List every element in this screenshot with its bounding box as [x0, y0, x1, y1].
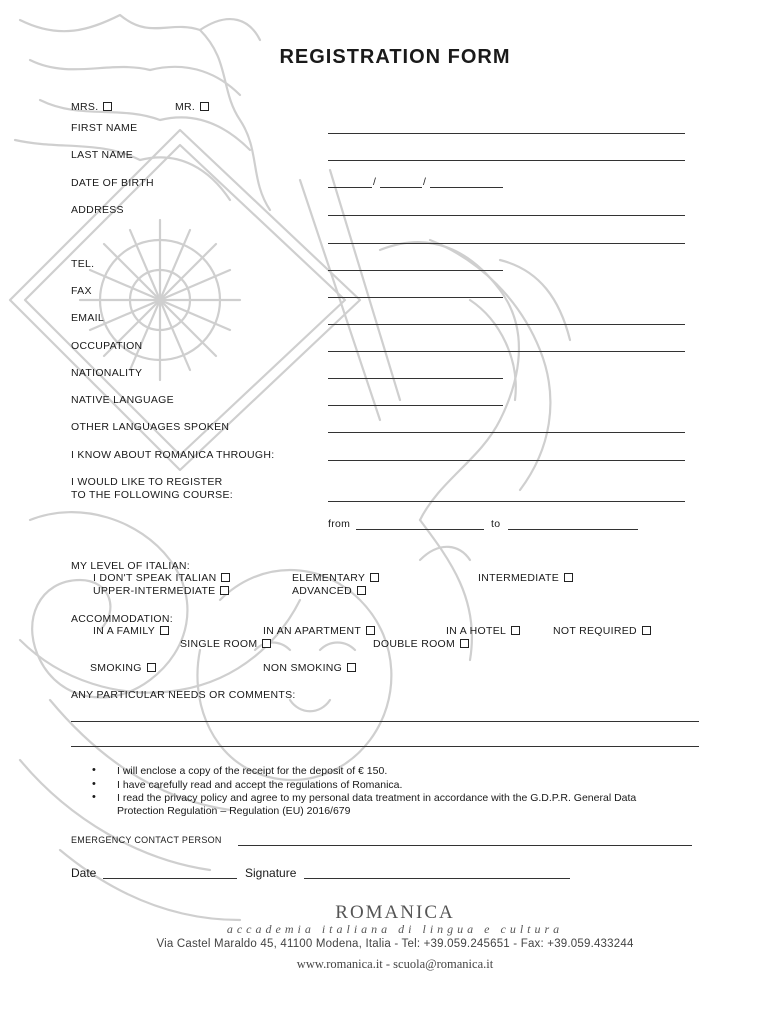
level-checkbox[interactable] — [370, 573, 379, 582]
signature-label: Signature — [245, 866, 297, 880]
room-option-label: DOUBLE ROOM — [373, 638, 456, 650]
level-option-advanced[interactable] — [292, 585, 366, 597]
smoking-option[interactable] — [90, 662, 156, 674]
to-label: to — [491, 518, 501, 530]
dob-label: DATE OF BIRTH — [71, 177, 154, 189]
level-option-upper-intermediate[interactable] — [93, 585, 229, 597]
level-option-label: INTERMEDIATE — [478, 572, 559, 584]
bullet-glyph: • — [92, 791, 96, 803]
comments-field-2[interactable] — [71, 746, 699, 747]
level-checkbox[interactable] — [221, 573, 230, 582]
first-name-label: FIRST NAME — [71, 122, 138, 134]
bullet-glyph: • — [92, 778, 96, 790]
mr-option[interactable] — [175, 101, 209, 113]
accommodation-checkbox[interactable] — [642, 626, 651, 635]
last-name-field[interactable] — [328, 160, 685, 161]
dob-separator: / — [423, 176, 427, 188]
course-field[interactable] — [328, 501, 685, 502]
page-title: REGISTRATION FORM — [279, 46, 511, 68]
other-languages-field[interactable] — [328, 432, 685, 433]
accommodation-option-label: IN A FAMILY — [93, 625, 156, 637]
from-date-field[interactable] — [356, 529, 484, 530]
fax-label: FAX — [71, 285, 92, 297]
accommodation-checkbox[interactable] — [160, 626, 169, 635]
level-checkbox[interactable] — [564, 573, 573, 582]
to-date-field[interactable] — [508, 529, 638, 530]
first-name-field[interactable] — [328, 133, 685, 134]
accommodation-option-label: NOT REQUIRED — [553, 625, 637, 637]
accommodation-option-label: IN A HOTEL — [446, 625, 507, 637]
smoking-checkbox[interactable] — [347, 663, 356, 672]
other-languages-label: OTHER LANGUAGES SPOKEN — [71, 421, 230, 433]
address-label: ADDRESS — [71, 204, 124, 216]
smoking-option-label: SMOKING — [90, 662, 142, 674]
from-label: from — [328, 518, 351, 530]
level-option-none[interactable] — [93, 572, 230, 584]
date-field[interactable] — [103, 878, 237, 879]
dob-day-field[interactable] — [328, 187, 372, 188]
fax-field[interactable] — [328, 297, 503, 298]
level-option-label: I DON'T SPEAK ITALIAN — [93, 572, 217, 584]
footer-tagline: accademia italiana di lingua e cultura — [226, 922, 564, 936]
smoking-option-label: NON SMOKING — [263, 662, 343, 674]
last-name-label: LAST NAME — [71, 149, 134, 161]
dob-month-field[interactable] — [380, 187, 422, 188]
mrs-option[interactable] — [71, 101, 112, 113]
comments-heading: ANY PARTICULAR NEEDS OR COMMENTS: — [71, 689, 296, 701]
emergency-contact-label: EMERGENCY CONTACT PERSON — [71, 835, 222, 845]
know-about-label: I KNOW ABOUT ROMANICA THROUGH: — [71, 449, 275, 461]
native-language-label: NATIVE LANGUAGE — [71, 394, 174, 406]
occupation-field[interactable] — [328, 351, 685, 352]
accommodation-checkbox[interactable] — [511, 626, 520, 635]
accommodation-option-label: IN AN APARTMENT — [263, 625, 362, 637]
room-option-single[interactable] — [180, 638, 271, 650]
accommodation-option-not-required[interactable] — [553, 625, 651, 637]
level-option-label: ELEMENTARY — [292, 572, 366, 584]
occupation-label: OCCUPATION — [71, 340, 143, 352]
register-label-line2: TO THE FOLLOWING COURSE: — [71, 489, 233, 501]
level-heading: MY LEVEL OF ITALIAN: — [71, 560, 191, 572]
dob-separator: / — [373, 176, 377, 188]
signature-field[interactable] — [304, 878, 570, 879]
mrs-checkbox[interactable] — [103, 102, 112, 111]
smoking-checkbox[interactable] — [147, 663, 156, 672]
register-label-line1: I WOULD LIKE TO REGISTER — [71, 476, 223, 488]
emergency-contact-field[interactable] — [238, 845, 692, 846]
footer-brand-name: ROMANICA — [335, 902, 455, 923]
level-checkbox[interactable] — [220, 586, 229, 595]
level-option-label: UPPER-INTERMEDIATE — [93, 585, 216, 597]
footer-contact: www.romanica.it - scuola@romanica.it — [296, 957, 494, 971]
mrs-label: MRS. — [71, 101, 99, 113]
accommodation-option-apartment[interactable] — [263, 625, 375, 637]
level-checkbox[interactable] — [357, 586, 366, 595]
email-field[interactable] — [328, 324, 685, 325]
native-language-field[interactable] — [328, 405, 503, 406]
accommodation-option-family[interactable] — [93, 625, 169, 637]
room-checkbox[interactable] — [262, 639, 271, 648]
mr-checkbox[interactable] — [200, 102, 209, 111]
declaration-item-continued: Protection Regulation – Regulation (EU) 2016/679 — [117, 805, 351, 817]
room-checkbox[interactable] — [460, 639, 469, 648]
comments-field-1[interactable] — [71, 721, 699, 722]
tel-label: TEL. — [71, 258, 95, 270]
email-label: EMAIL — [71, 312, 105, 324]
level-option-elementary[interactable] — [292, 572, 379, 584]
accommodation-option-hotel[interactable] — [446, 625, 520, 637]
address-field-1[interactable] — [328, 215, 685, 216]
mr-label: MR. — [175, 101, 196, 113]
room-option-label: SINGLE ROOM — [180, 638, 258, 650]
accommodation-heading: ACCOMMODATION: — [71, 613, 174, 625]
dob-year-field[interactable] — [430, 187, 503, 188]
date-label: Date — [71, 866, 97, 880]
address-field-2[interactable] — [328, 243, 685, 244]
level-option-label: ADVANCED — [292, 585, 352, 597]
know-about-field[interactable] — [328, 460, 685, 461]
nationality-label: NATIONALITY — [71, 367, 143, 379]
level-option-intermediate[interactable] — [478, 572, 573, 584]
room-option-double[interactable] — [373, 638, 469, 650]
tel-field[interactable] — [328, 270, 503, 271]
non-smoking-option[interactable] — [263, 662, 356, 674]
declaration-item: I will enclose a copy of the receipt for the deposit of € 150. — [117, 765, 388, 777]
footer-address: Via Castel Maraldo 45, 41100 Modena, Italia - Tel: +39.059.245651 - Fax: +39.059.433244 — [156, 938, 634, 950]
bullet-glyph: • — [92, 764, 96, 776]
accommodation-checkbox[interactable] — [366, 626, 375, 635]
nationality-field[interactable] — [328, 378, 503, 379]
declaration-item: I have carefully read and accept the regulations of Romanica. — [117, 779, 403, 791]
declaration-item: I read the privacy policy and agree to my personal data treatment in accordance with the G.D.P.R. General Data — [117, 792, 637, 804]
